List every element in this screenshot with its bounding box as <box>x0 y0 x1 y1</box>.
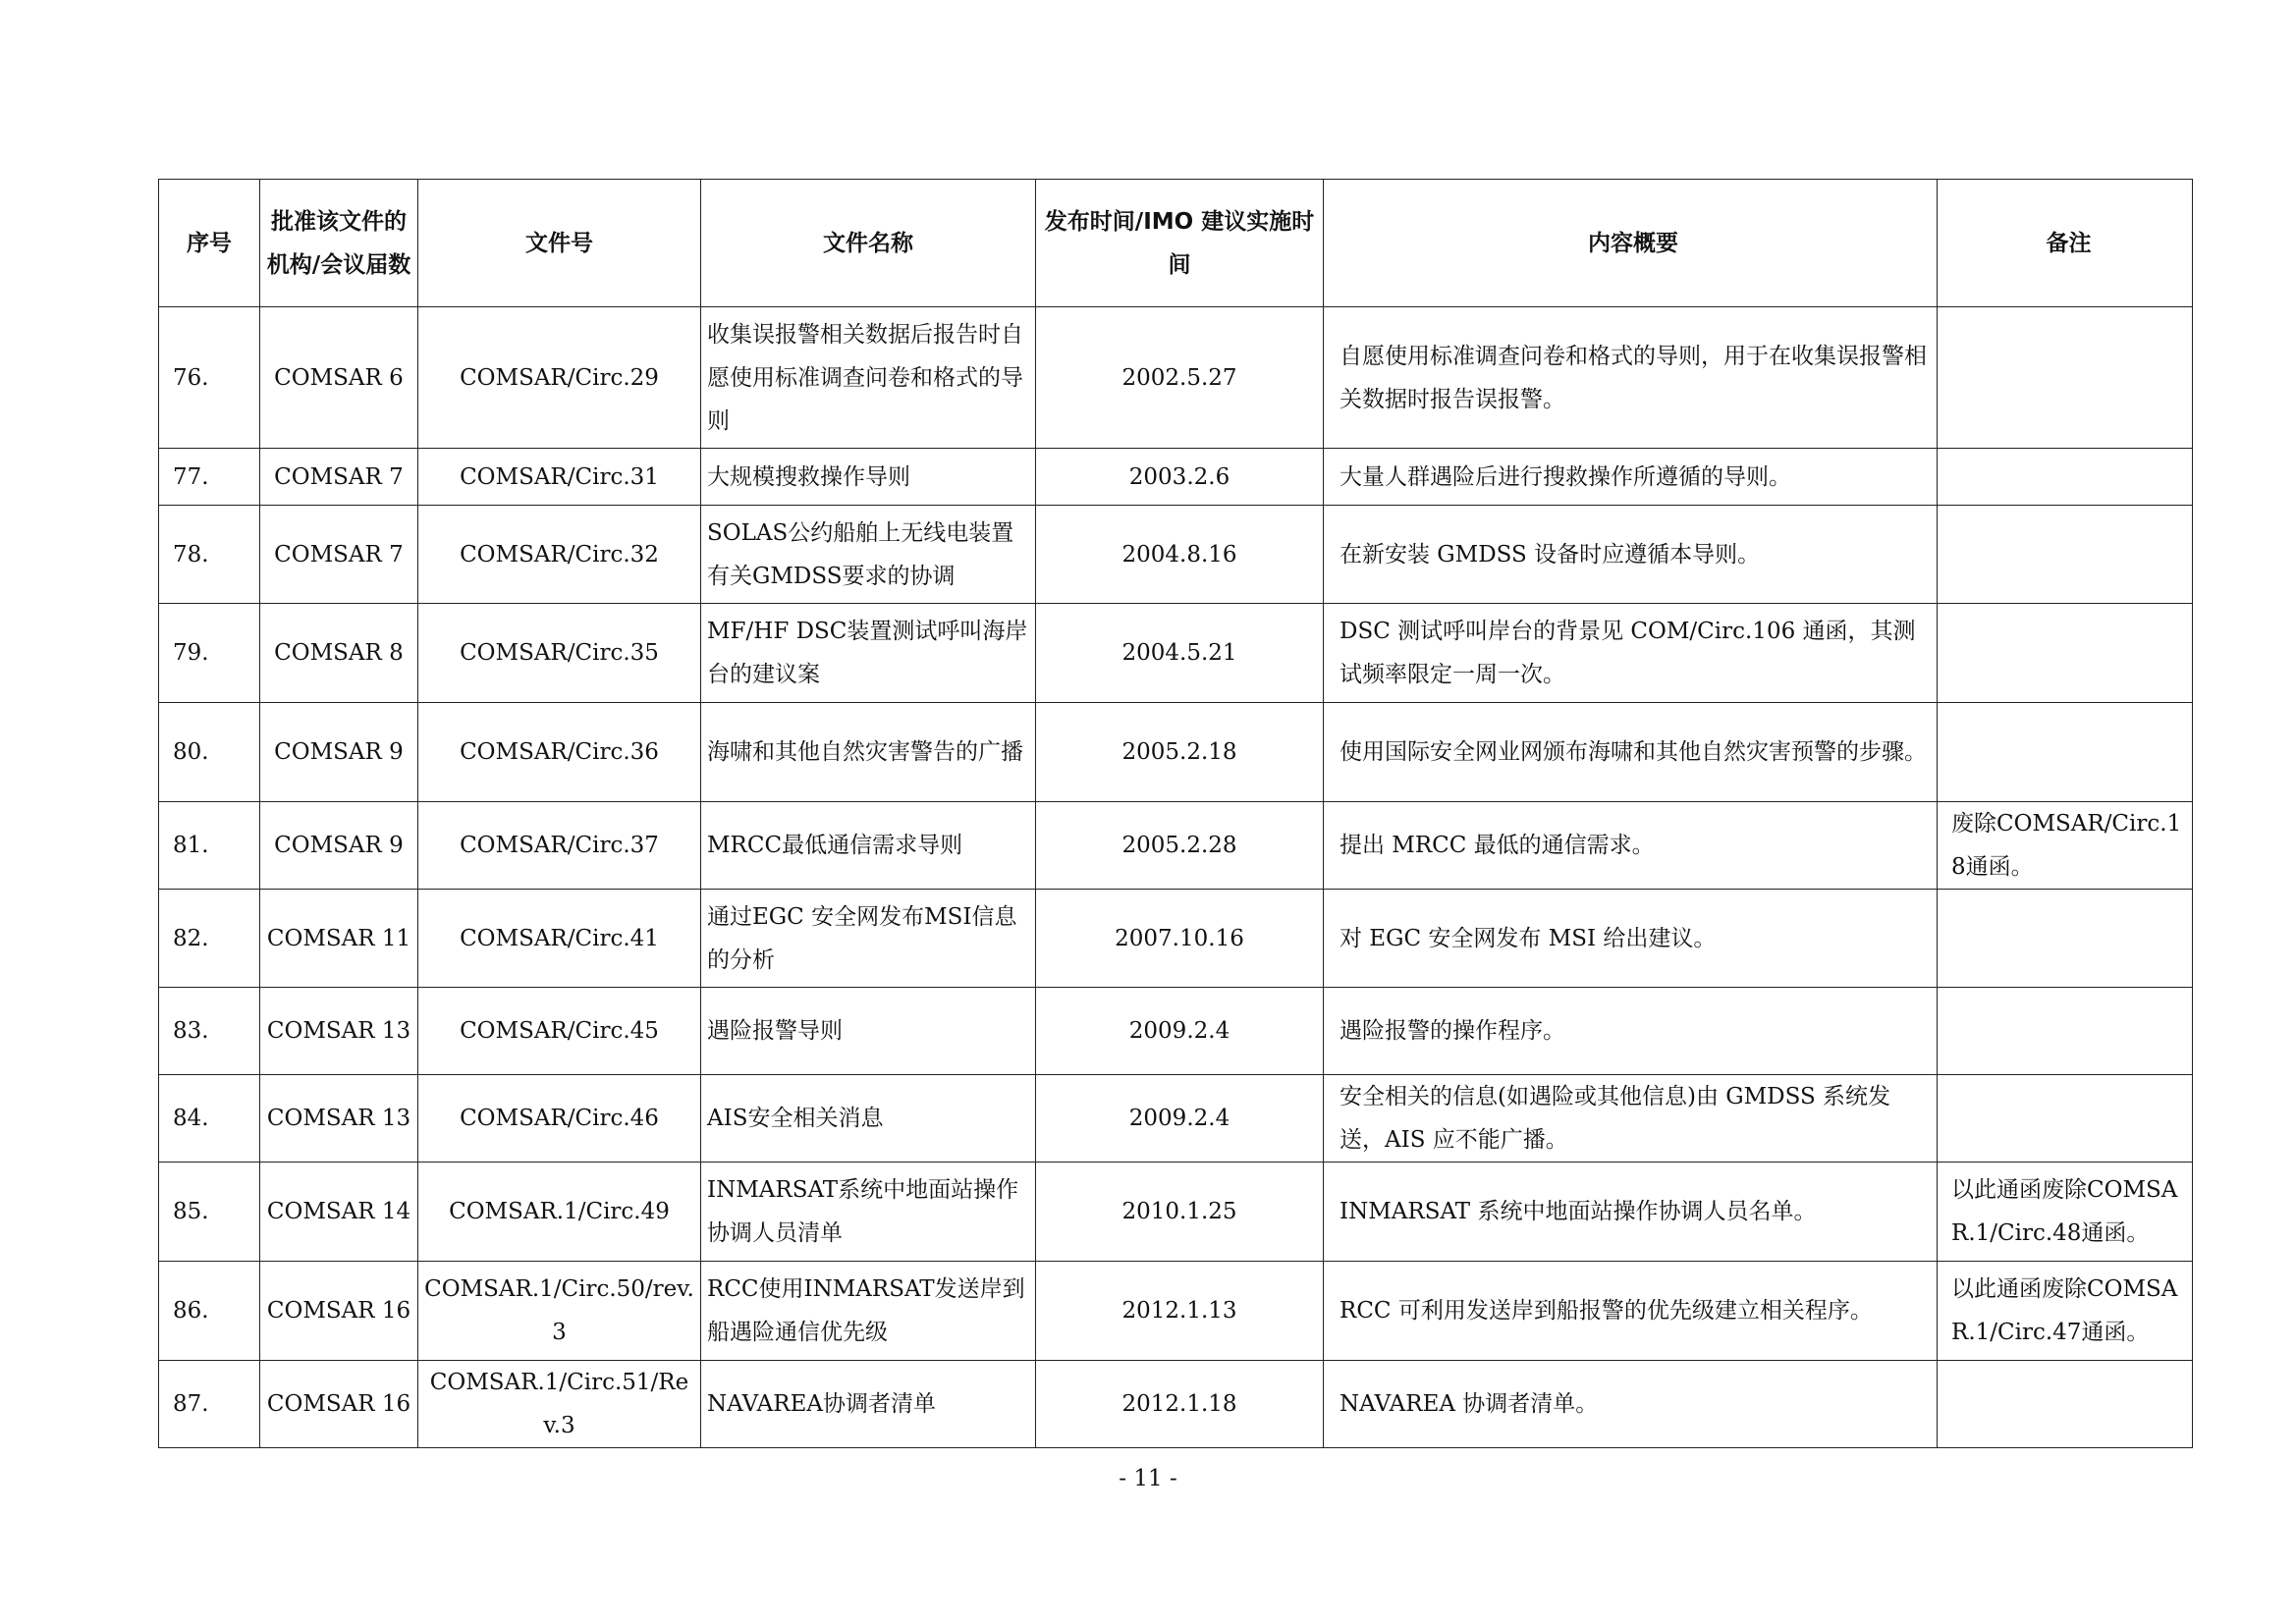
cell-note: 以此通函废除COMSAR.1/Circ.47通函。 <box>1938 1262 2193 1361</box>
cell-date: 2009.2.4 <box>1036 988 1324 1075</box>
cell-seq: 76. <box>159 307 260 449</box>
cell-date: 2009.2.4 <box>1036 1075 1324 1163</box>
cell-doc-name: AIS安全相关消息 <box>701 1075 1036 1163</box>
table-header <box>159 180 2193 307</box>
cell-summary: RCC 可利用发送岸到船报警的优先级建立相关程序。 <box>1324 1262 1938 1361</box>
cell-date: 2005.2.28 <box>1036 802 1324 890</box>
cell-doc-name: NAVAREA协调者清单 <box>701 1361 1036 1448</box>
cell-summary: 自愿使用标准调查问卷和格式的导则，用于在收集误报警相关数据时报告误报警。 <box>1324 307 1938 449</box>
table-row <box>159 307 2193 449</box>
cell-summary: 大量人群遇险后进行搜救操作所遵循的导则。 <box>1324 449 1938 506</box>
cell-summary: 使用国际安全网业网颁布海啸和其他自然灾害预警的步骤。 <box>1324 703 1938 802</box>
table-row <box>159 890 2193 988</box>
cell-summary: 遇险报警的操作程序。 <box>1324 988 1938 1075</box>
cell-seq: 85. <box>159 1163 260 1262</box>
table-row <box>159 604 2193 703</box>
cell-note <box>1938 703 2193 802</box>
circulars-table <box>158 179 2193 1448</box>
cell-note: 废除COMSAR/Circ.18通函。 <box>1938 802 2193 890</box>
header-row <box>159 180 2193 307</box>
cell-doc-name: 大规模搜救操作导则 <box>701 449 1036 506</box>
cell-note <box>1938 506 2193 604</box>
cell-note <box>1938 1361 2193 1448</box>
cell-seq: 77. <box>159 449 260 506</box>
cell-doc-number: COMSAR.1/Circ.51/Rev.3 <box>418 1361 701 1448</box>
table-row <box>159 1361 2193 1448</box>
cell-doc-number: COMSAR.1/Circ.49 <box>418 1163 701 1262</box>
cell-org: COMSAR 16 <box>260 1262 418 1361</box>
cell-doc-number: COMSAR/Circ.41 <box>418 890 701 988</box>
cell-org: COMSAR 9 <box>260 802 418 890</box>
cell-note <box>1938 307 2193 449</box>
cell-doc-number: COMSAR/Circ.32 <box>418 506 701 604</box>
cell-doc-name: 通过EGC 安全网发布MSI信息的分析 <box>701 890 1036 988</box>
header-note: 备注 <box>1938 180 2193 307</box>
header-org: 批准该文件的机构/会议届数 <box>260 180 418 307</box>
cell-date: 2004.8.16 <box>1036 506 1324 604</box>
cell-org: COMSAR 6 <box>260 307 418 449</box>
cell-seq: 82. <box>159 890 260 988</box>
cell-seq: 84. <box>159 1075 260 1163</box>
cell-doc-number: COMSAR/Circ.29 <box>418 307 701 449</box>
cell-doc-name: INMARSAT系统中地面站操作协调人员清单 <box>701 1163 1036 1262</box>
cell-summary: NAVAREA 协调者清单。 <box>1324 1361 1938 1448</box>
cell-date: 2010.1.25 <box>1036 1163 1324 1262</box>
cell-doc-number: COMSAR/Circ.35 <box>418 604 701 703</box>
header-seq: 序号 <box>159 180 260 307</box>
table-row <box>159 449 2193 506</box>
cell-doc-number: COMSAR/Circ.46 <box>418 1075 701 1163</box>
cell-org: COMSAR 7 <box>260 449 418 506</box>
header-date: 发布时间/IMO 建议实施时间 <box>1036 180 1324 307</box>
cell-seq: 78. <box>159 506 260 604</box>
cell-org: COMSAR 11 <box>260 890 418 988</box>
cell-date: 2012.1.18 <box>1036 1361 1324 1448</box>
cell-doc-name: RCC使用INMARSAT发送岸到船遇险通信优先级 <box>701 1262 1036 1361</box>
cell-summary: DSC 测试呼叫岸台的背景见 COM/Circ.106 通函，其测试频率限定一周一次。 <box>1324 604 1938 703</box>
table-row <box>159 703 2193 802</box>
cell-org: COMSAR 13 <box>260 988 418 1075</box>
cell-note <box>1938 449 2193 506</box>
table-row <box>159 988 2193 1075</box>
cell-note <box>1938 1075 2193 1163</box>
cell-org: COMSAR 14 <box>260 1163 418 1262</box>
cell-summary: 安全相关的信息(如遇险或其他信息)由 GMDSS 系统发送，AIS 应不能广播。 <box>1324 1075 1938 1163</box>
header-doc-number: 文件号 <box>418 180 701 307</box>
cell-seq: 83. <box>159 988 260 1075</box>
cell-doc-name: 收集误报警相关数据后报告时自愿使用标准调查问卷和格式的导则 <box>701 307 1036 449</box>
cell-date: 2003.2.6 <box>1036 449 1324 506</box>
cell-summary: 对 EGC 安全网发布 MSI 给出建议。 <box>1324 890 1938 988</box>
cell-org: COMSAR 16 <box>260 1361 418 1448</box>
cell-date: 2005.2.18 <box>1036 703 1324 802</box>
cell-seq: 87. <box>159 1361 260 1448</box>
cell-doc-number: COMSAR/Circ.36 <box>418 703 701 802</box>
table-row <box>159 802 2193 890</box>
cell-summary: 提出 MRCC 最低的通信需求。 <box>1324 802 1938 890</box>
cell-doc-name: 遇险报警导则 <box>701 988 1036 1075</box>
cell-doc-name: 海啸和其他自然灾害警告的广播 <box>701 703 1036 802</box>
cell-doc-name: MF/HF DSC装置测试呼叫海岸台的建议案 <box>701 604 1036 703</box>
cell-doc-name: SOLAS公约船舶上无线电装置有关GMDSS要求的协调 <box>701 506 1036 604</box>
cell-note <box>1938 604 2193 703</box>
cell-summary: 在新安装 GMDSS 设备时应遵循本导则。 <box>1324 506 1938 604</box>
cell-summary: INMARSAT 系统中地面站操作协调人员名单。 <box>1324 1163 1938 1262</box>
table-row <box>159 506 2193 604</box>
cell-doc-number: COMSAR/Circ.31 <box>418 449 701 506</box>
table-row <box>159 1075 2193 1163</box>
cell-date: 2002.5.27 <box>1036 307 1324 449</box>
cell-doc-number: COMSAR/Circ.37 <box>418 802 701 890</box>
table-row <box>159 1163 2193 1262</box>
cell-seq: 86. <box>159 1262 260 1361</box>
cell-doc-number: COMSAR/Circ.45 <box>418 988 701 1075</box>
cell-date: 2007.10.16 <box>1036 890 1324 988</box>
cell-org: COMSAR 13 <box>260 1075 418 1163</box>
cell-date: 2004.5.21 <box>1036 604 1324 703</box>
cell-note <box>1938 988 2193 1075</box>
cell-org: COMSAR 7 <box>260 506 418 604</box>
cell-note <box>1938 890 2193 988</box>
cell-date: 2012.1.13 <box>1036 1262 1324 1361</box>
header-summary: 内容概要 <box>1324 180 1938 307</box>
cell-org: COMSAR 9 <box>260 703 418 802</box>
cell-seq: 79. <box>159 604 260 703</box>
cell-doc-name: MRCC最低通信需求导则 <box>701 802 1036 890</box>
table-body <box>159 307 2193 1448</box>
cell-note: 以此通函废除COMSAR.1/Circ.48通函。 <box>1938 1163 2193 1262</box>
header-doc-name: 文件名称 <box>701 180 1036 307</box>
cell-org: COMSAR 8 <box>260 604 418 703</box>
cell-seq: 80. <box>159 703 260 802</box>
page-number: - 11 - <box>1119 1466 1177 1491</box>
cell-seq: 81. <box>159 802 260 890</box>
table-row <box>159 1262 2193 1361</box>
cell-doc-number: COMSAR.1/Circ.50/rev.3 <box>418 1262 701 1361</box>
